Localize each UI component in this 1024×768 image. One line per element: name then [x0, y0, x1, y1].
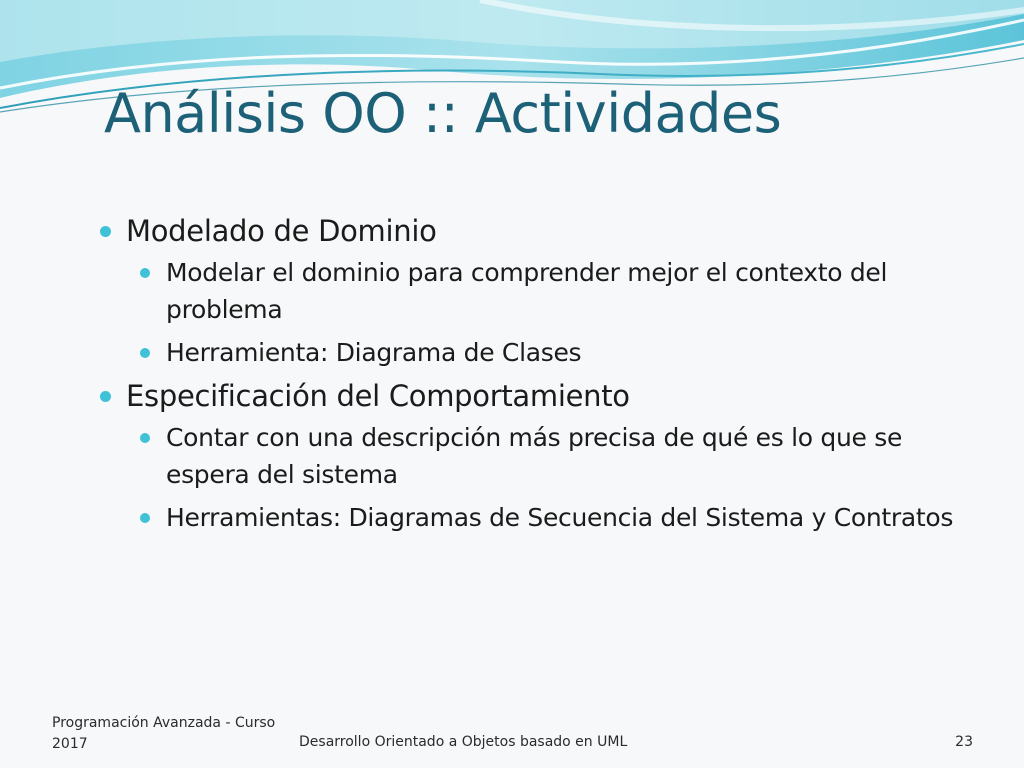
bullet-icon [140, 348, 150, 358]
sub-bullet-label: Herramienta: Diagrama de Clases [166, 338, 582, 367]
footer-course: Programación Avanzada - Curso 2017 [52, 715, 276, 752]
bullet-list [100, 212, 980, 542]
bullet-icon [140, 513, 150, 523]
sub-bullet-item [166, 499, 980, 536]
bullet-icon [140, 433, 150, 443]
bullet-item-especificacion [100, 377, 980, 415]
bullet-icon [140, 268, 150, 278]
sub-bullet-label: Contar con una descripción más precisa de qué es lo que se espera del sistema [166, 423, 903, 489]
bullet-label: Modelado de Dominio [126, 214, 437, 248]
sub-bullet-item [166, 254, 980, 328]
bullet-label: Especificación del Comportamiento [126, 379, 630, 413]
page-number: 23 [955, 734, 973, 750]
slide-title: Análisis OO :: Actividades [104, 82, 782, 145]
sub-bullet-label: Modelar el dominio para comprender mejor el contexto del problema [166, 258, 888, 324]
bullet-item-modelado [100, 212, 980, 250]
sub-bullet-item [166, 419, 980, 493]
bullet-icon [100, 226, 111, 237]
sub-bullet-item [166, 334, 980, 371]
bullet-icon [100, 391, 111, 402]
footer-subject: Desarrollo Orientado a Objetos basado en UML [299, 734, 628, 750]
sub-bullet-label: Herramientas: Diagramas de Secuencia del Sistema y Contratos [166, 503, 954, 532]
